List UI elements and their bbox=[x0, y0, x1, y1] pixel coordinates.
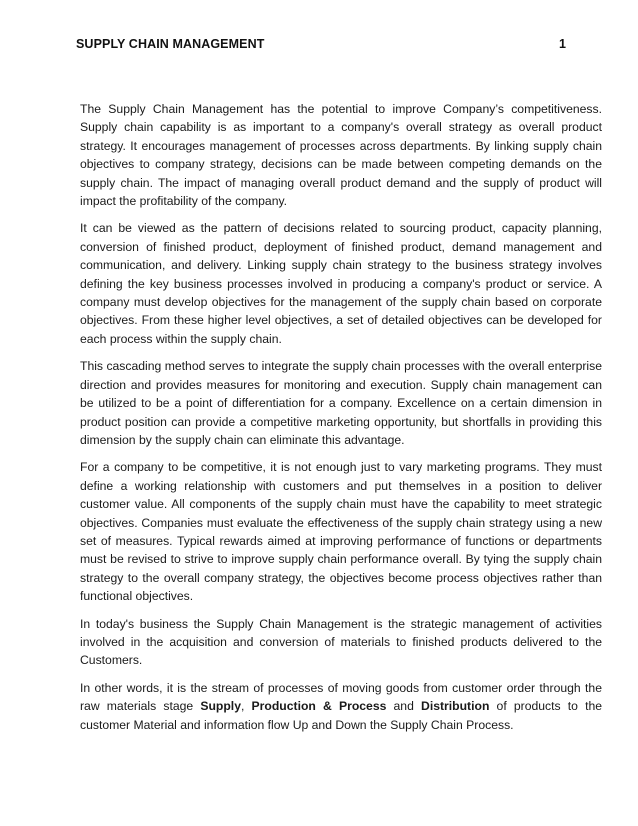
paragraph-1: The Supply Chain Management has the potential to improve Company’s competitiveness. Supply chain capability is as important to a company's overall strategy as overall product strategy. It encourages management of processes across departments. By linking supply chain objectives to company strategy, decisions can be made between competing demands on the supply chain. The impact of managing overall product demand and the supply of product will impact the profitability of the company. bbox=[80, 102, 602, 209]
page-number: 1 bbox=[558, 37, 566, 51]
separator-2: and bbox=[386, 699, 422, 714]
paragraph-4: For a company to be competitive, it is not enough just to vary marketing programs. They must define a working relationship with customers and put themselves in a position to deliver customer value. All components of the supply chain must have the capability to meet strategic objectives. Companies must evaluate the effectiveness of the supply chain strategy using a new set of measures. Typical rewards aimed at improving performance of functions or departments must be revised to strive to improve supply chain performance overall. By tying the supply chain strategy to the overall company strategy, the objectives become process objectives rather than functional objectives. bbox=[80, 460, 602, 604]
paragraph-6 bbox=[80, 679, 602, 734]
supply-term: Supply bbox=[200, 699, 241, 714]
separator-1: , bbox=[240, 699, 252, 714]
paragraph-6-text-1: In other words, it is the stream of processes of moving goods from customer order through the raw materials stage bbox=[80, 680, 602, 714]
paragraph-2: It can be viewed as the pattern of decisions related to sourcing product, capacity planning, conversion of finished product, deployment of finished product, demand management and communication, and delivery. Linking supply chain strategy to the business strategy involves defining the key business processes involved in producing a company's product or service. A company must develop objectives for the management of the supply chain based on corporate objectives. From these higher level objectives, a set of detailed objectives can be developed for each process within the supply chain. bbox=[80, 221, 602, 346]
header-title: SUPPLY CHAIN MANAGEMENT bbox=[76, 37, 265, 51]
body-text bbox=[80, 100, 602, 743]
page-header bbox=[76, 37, 566, 55]
distribution-term: Distribution bbox=[421, 699, 490, 714]
paragraph-5: In today's business the Supply Chain Management is the strategic management of activities involved in the acquisition and conversion of materials to finished products delivered to the Customers. bbox=[80, 616, 602, 668]
paragraph-6-text-2: of products to the customer Material and information flow Up and Down the Supply Chain Process. bbox=[80, 699, 603, 732]
production-process-term: Production & Process bbox=[251, 699, 387, 714]
paragraph-3: This cascading method serves to integrate the supply chain processes with the overall enterprise direction and provides measures for monitoring and execution. Supply chain management can be utilized to be a point of differentiation for a company. Excellence on a certain dimension in product position can provide a competitive marketing opportunity, but shortfalls in providing this dimension by the supply chain can eliminate this advantage. bbox=[80, 359, 602, 447]
